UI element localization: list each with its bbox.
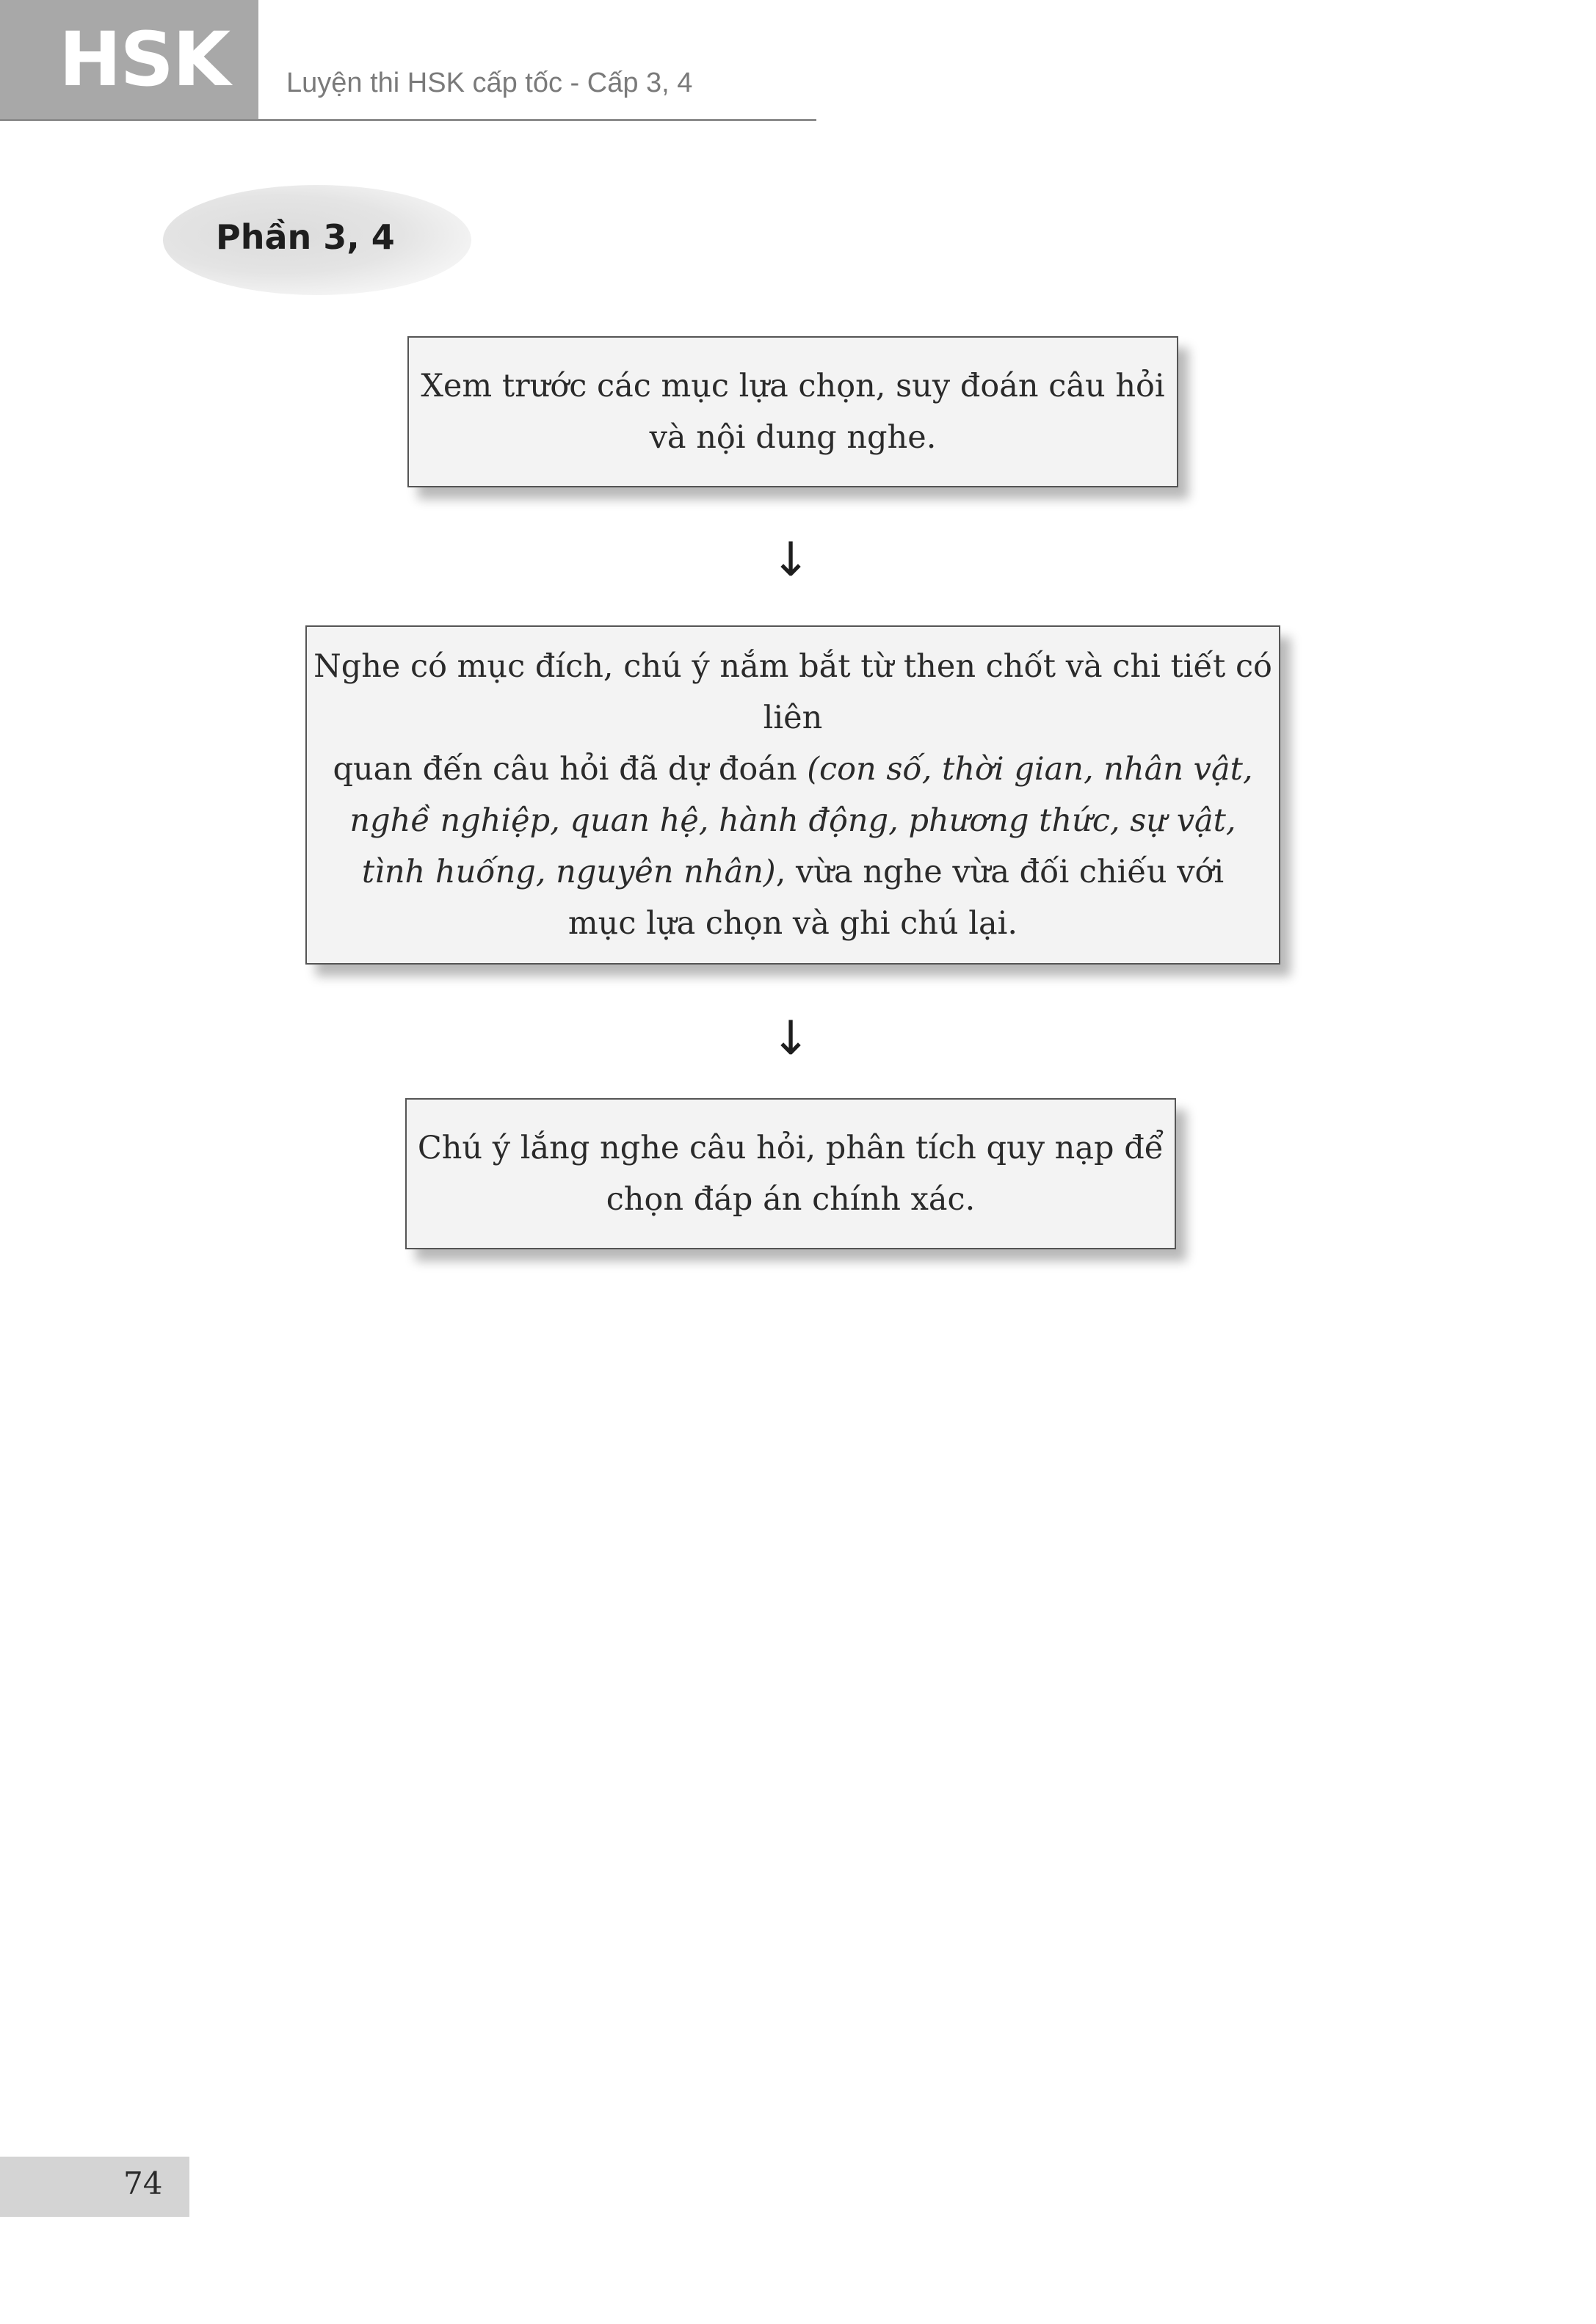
page-number: 74 (123, 2165, 163, 2201)
flow-step-2-line: mục lựa chọn và ghi chú lại. (567, 905, 1018, 942)
flow-step-2-line (362, 846, 1224, 898)
section-title: Phần 3, 4 (216, 217, 395, 257)
flow-step-3 (405, 1098, 1176, 1249)
flow-step-1-line: và nội dung nghe. (649, 419, 937, 456)
flow-step-2-line: Nghe có mục đích, chú ý nắm bắt từ then chốt và chi tiết có liên (313, 648, 1272, 736)
flow-step-2-text: , vừa nghe vừa đối chiếu với (775, 854, 1225, 890)
flow-step-2-examples: nghề nghiệp, quan hệ, hành động, phương thức, sự vật, (349, 802, 1236, 839)
header-subtitle: Luyện thi HSK cấp tốc - Cấp 3, 4 (286, 68, 693, 98)
flow-step-2-examples: (con số, thời gian, nhân vật, (807, 751, 1253, 788)
down-arrow-icon: ↓ (771, 1012, 810, 1066)
header-logo: HSK (0, 0, 258, 119)
down-arrow-icon: ↓ (771, 533, 810, 587)
flow-step-3-line: chọn đáp án chính xác. (606, 1181, 976, 1218)
flow-step-1 (407, 336, 1178, 487)
flow-step-3-line: Chú ý lắng nghe câu hỏi, phân tích quy nạp để (417, 1130, 1164, 1166)
flow-step-2-line (333, 744, 1252, 795)
flow-step-2-text: quan đến câu hỏi đã dự đoán (333, 751, 808, 788)
flow-step-1-line: Xem trước các mục lựa chọn, suy đoán câu hỏi (421, 368, 1165, 404)
header-divider (0, 119, 816, 121)
flow-step-2-examples: tình huống, nguyên nhân) (361, 854, 776, 890)
flow-step-2 (305, 625, 1280, 965)
